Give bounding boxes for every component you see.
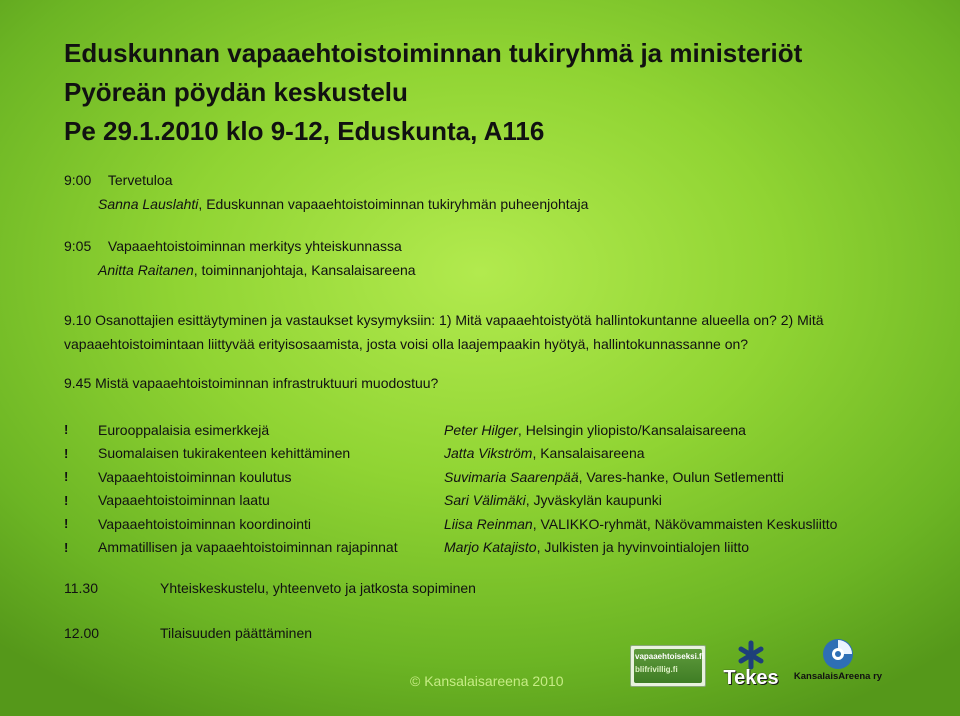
agenda-item-discussion bbox=[64, 580, 476, 596]
person-name: Jatta Vikström bbox=[444, 445, 533, 462]
person-org: , VALIKKO-ryhmät, Näkövammaisten Keskusliitto bbox=[532, 515, 838, 532]
agenda-title: Yhteiskeskustelu, yhteenveto ja jatkosta sopiminen bbox=[160, 580, 476, 596]
agenda-time: 9:05 bbox=[64, 238, 92, 254]
agenda-item-welcome bbox=[64, 172, 588, 218]
agenda-time: 11.30 bbox=[64, 580, 98, 596]
title-line-1: Eduskunnan vapaaehtoistoiminnan tukiryhmä ja ministeriöt bbox=[64, 38, 803, 68]
bullet-icon: ! bbox=[64, 422, 69, 438]
list-item bbox=[64, 418, 837, 442]
topic-list bbox=[64, 418, 837, 559]
agenda-line: 9.45 Mistä vapaaehtoistoiminnan infrastruktuuri muodostuu? bbox=[64, 375, 439, 391]
speaker-role: , toiminnanjohtaja, Kansalaisareena bbox=[193, 262, 416, 278]
person-name: Marjo Katajisto bbox=[444, 539, 537, 556]
bullet-icon: ! bbox=[64, 539, 69, 555]
logo-text: KansalaisAreena ry bbox=[793, 671, 883, 682]
topic-label: Ammatillisen ja vapaaehtoistoiminnan rajapinnat bbox=[98, 539, 398, 556]
agenda-line: vapaaehtoistoimintaan liittyvää erityisosaamista, josta voisi olla laajempaakin hyötyä, hallintokunnassanne on? bbox=[64, 336, 749, 352]
topic-label: Suomalaisen tukirakenteen kehittäminen bbox=[98, 445, 351, 462]
person-org: , Helsingin yliopisto/Kansalaisareena bbox=[517, 421, 746, 438]
logo-text: Tekes bbox=[723, 667, 779, 689]
tekes-logo bbox=[716, 640, 786, 690]
person-name: Liisa Reinman bbox=[444, 515, 533, 532]
footer-copyright: © Kansalaisareena 2010 bbox=[410, 673, 564, 689]
person-name: Sari Välimäki bbox=[444, 492, 526, 509]
person-org: , Vares-hanke, Oulun Setlementti bbox=[578, 468, 784, 485]
kansalaisareena-emblem-icon bbox=[792, 636, 884, 672]
agenda-title: Tilaisuuden päättäminen bbox=[160, 625, 313, 641]
agenda-time: 9:00 bbox=[64, 172, 92, 188]
list-item bbox=[64, 536, 837, 560]
agenda-line: 9.10 Osanottajien esittäytyminen ja vastaukset kysymyksiin: 1) Mitä vapaaehtoistyötä hallintokuntanne alueella on? 2) Mitä bbox=[64, 312, 824, 328]
speaker-role: , Eduskunnan vapaaehtoistoiminnan tukiryhmän puheenjohtaja bbox=[198, 196, 589, 212]
agenda-title: Tervetuloa bbox=[107, 172, 173, 188]
speaker-name: Anitta Raitanen bbox=[98, 262, 194, 278]
logo-text: vapaaehtoiseksi.fi bbox=[635, 652, 704, 661]
list-item bbox=[64, 465, 837, 489]
topic-label: Eurooppalaisia esimerkkejä bbox=[98, 421, 270, 438]
agenda-time: 12.00 bbox=[64, 625, 100, 641]
slide-title bbox=[64, 34, 802, 151]
kansalaisareena-logo bbox=[792, 636, 884, 686]
agenda-item-infrastructure bbox=[64, 371, 924, 395]
agenda-item-significance bbox=[64, 238, 416, 284]
list-item bbox=[64, 512, 837, 536]
list-item bbox=[64, 489, 837, 513]
person-name: Suvimaria Saarenpää bbox=[444, 468, 579, 485]
topic-label: Vapaaehtoistoiminnan koulutus bbox=[98, 468, 292, 485]
bullet-icon: ! bbox=[64, 469, 69, 485]
tekes-star-icon bbox=[716, 640, 786, 670]
person-org: , Jyväskylän kaupunki bbox=[525, 492, 662, 509]
vapaaehtoiseksi-logo bbox=[630, 645, 706, 687]
person-org: , Julkisten ja hyvinvointialojen liitto bbox=[536, 539, 750, 556]
person-org: , Kansalaisareena bbox=[532, 445, 645, 462]
list-item bbox=[64, 442, 837, 466]
title-line-2: Pyöreän pöydän keskustelu bbox=[64, 77, 408, 107]
agenda-item-introductions bbox=[64, 308, 924, 356]
agenda-item-closing bbox=[64, 625, 312, 641]
topic-label: Vapaaehtoistoiminnan koordinointi bbox=[98, 515, 311, 532]
person-name: Peter Hilger bbox=[444, 421, 518, 438]
topic-label: Vapaaehtoistoiminnan laatu bbox=[98, 492, 270, 509]
agenda-title: Vapaaehtoistoiminnan merkitys yhteiskunnassa bbox=[107, 238, 402, 254]
bullet-icon: ! bbox=[64, 445, 69, 461]
bullet-icon: ! bbox=[64, 516, 69, 532]
speaker-name: Sanna Lauslahti bbox=[98, 196, 199, 212]
title-line-3: Pe 29.1.2010 klo 9-12, Eduskunta, A116 bbox=[64, 116, 545, 146]
bullet-icon: ! bbox=[64, 492, 69, 508]
logo-text: blifrivillig.fi bbox=[635, 665, 678, 674]
